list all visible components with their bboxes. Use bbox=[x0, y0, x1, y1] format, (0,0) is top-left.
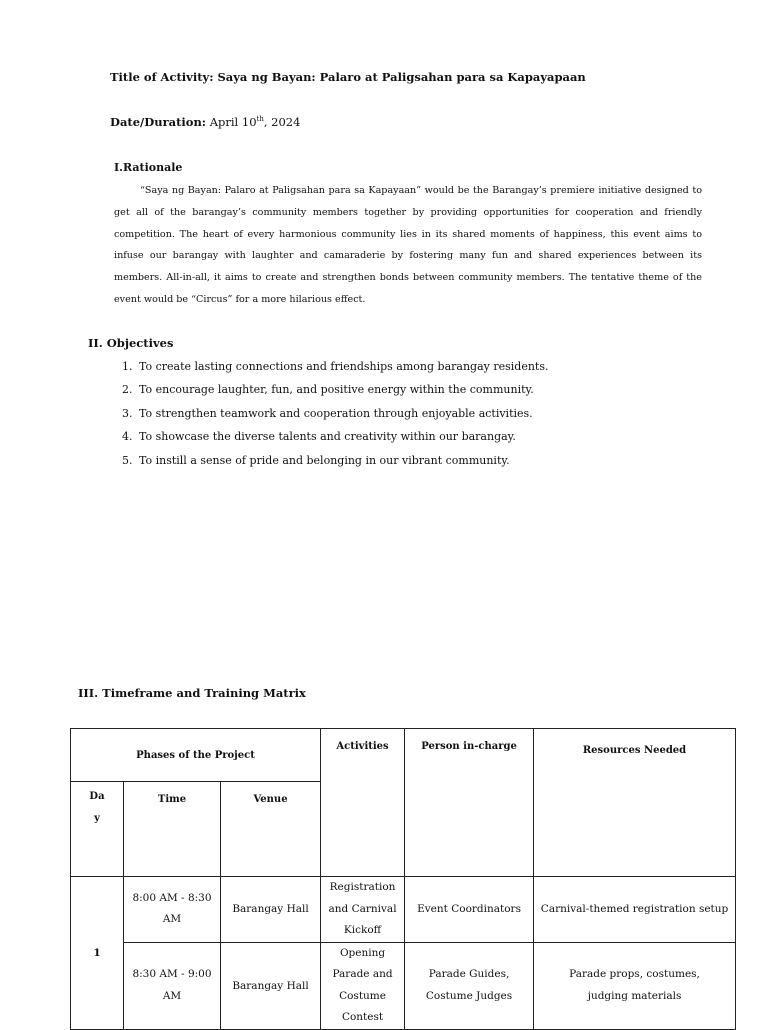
objective-number: 2. bbox=[122, 383, 133, 397]
objective-number: 5. bbox=[122, 453, 133, 467]
header-day-line1: Da bbox=[89, 791, 105, 802]
resources-cell: Parade props, costumes, judging materials bbox=[534, 942, 736, 1029]
time-cell: 8:30 AM - 9:00 AM bbox=[124, 942, 221, 1029]
header-activities: Activities bbox=[321, 729, 405, 877]
time-cell: 8:00 AM - 8:30 AM bbox=[124, 877, 221, 943]
header-day bbox=[71, 782, 124, 877]
title-value: Saya ng Bayan: Palaro at Paligsahan para sa Kapayapaan bbox=[217, 70, 586, 84]
objective-text: To encourage laughter, fun, and positive energy within the community. bbox=[139, 383, 534, 397]
objective-item bbox=[122, 427, 548, 450]
objective-number: 3. bbox=[122, 406, 133, 420]
date-label: Date/Duration: bbox=[110, 115, 207, 129]
header-day-line2: y bbox=[94, 813, 100, 824]
objective-item bbox=[122, 380, 548, 403]
date-year: , 2024 bbox=[263, 115, 301, 129]
header-resources: Resources Needed bbox=[534, 729, 736, 877]
rationale-body: “Saya ng Bayan: Palaro at Paligsahan para sa Kapayaan” would be the Barangay’s premiere initiative designed to get all of the barangay’s community members together by providing opportunities for cooperation and friendly competition. The heart of every harmonious community lies in its shared moments of happiness, this event aims to infuse our barangay with laughter and camaraderie by fostering many fun and shared experiences between its members. All-in-all, it aims to create and strengthen bonds between community members. The tentative theme of the event would be “Circus” for a more hilarious effect. bbox=[114, 185, 702, 305]
table-row bbox=[71, 942, 736, 1029]
activity-cell: Registration and Carnival Kickoff bbox=[321, 877, 405, 943]
objectives-list bbox=[122, 357, 548, 474]
objective-text: To showcase the diverse talents and creativity within our barangay. bbox=[139, 430, 516, 444]
activity-title bbox=[110, 70, 586, 84]
training-matrix-table bbox=[70, 728, 736, 1030]
rationale-heading: I.Rationale bbox=[114, 161, 183, 174]
objective-text: To instill a sense of pride and belonging in our vibrant community. bbox=[139, 453, 510, 467]
header-venue: Venue bbox=[221, 782, 321, 877]
objectives-heading: II. Objectives bbox=[88, 336, 174, 350]
header-person: Person in-charge bbox=[405, 729, 534, 877]
person-cell: Event Coordinators bbox=[405, 877, 534, 943]
header-time: Time bbox=[124, 782, 221, 877]
title-label: Title of Activity: bbox=[110, 70, 214, 84]
objective-item bbox=[122, 404, 548, 427]
venue-cell: Barangay Hall bbox=[221, 877, 321, 943]
date-suffix: th bbox=[256, 115, 264, 124]
objective-number: 1. bbox=[122, 360, 133, 373]
matrix-heading: III. Timeframe and Training Matrix bbox=[78, 686, 306, 700]
day-cell: 1 bbox=[71, 877, 124, 1030]
activity-date bbox=[110, 115, 300, 129]
table-header-row bbox=[71, 729, 736, 782]
objective-number: 4. bbox=[122, 430, 133, 444]
objective-item bbox=[122, 451, 548, 474]
activity-cell: Opening Parade and Costume Contest bbox=[321, 942, 405, 1029]
person-cell: Parade Guides, Costume Judges bbox=[405, 942, 534, 1029]
table-row bbox=[71, 877, 736, 943]
objective-text: To create lasting connections and friendships among barangay residents. bbox=[139, 360, 549, 373]
resources-cell: Carnival-themed registration setup bbox=[534, 877, 736, 943]
objective-text: To strengthen teamwork and cooperation through enjoyable activities. bbox=[139, 406, 533, 420]
venue-cell: Barangay Hall bbox=[221, 942, 321, 1029]
objective-item bbox=[122, 357, 548, 380]
header-phases: Phases of the Project bbox=[71, 729, 321, 782]
date-month-day: April 10 bbox=[209, 115, 257, 129]
